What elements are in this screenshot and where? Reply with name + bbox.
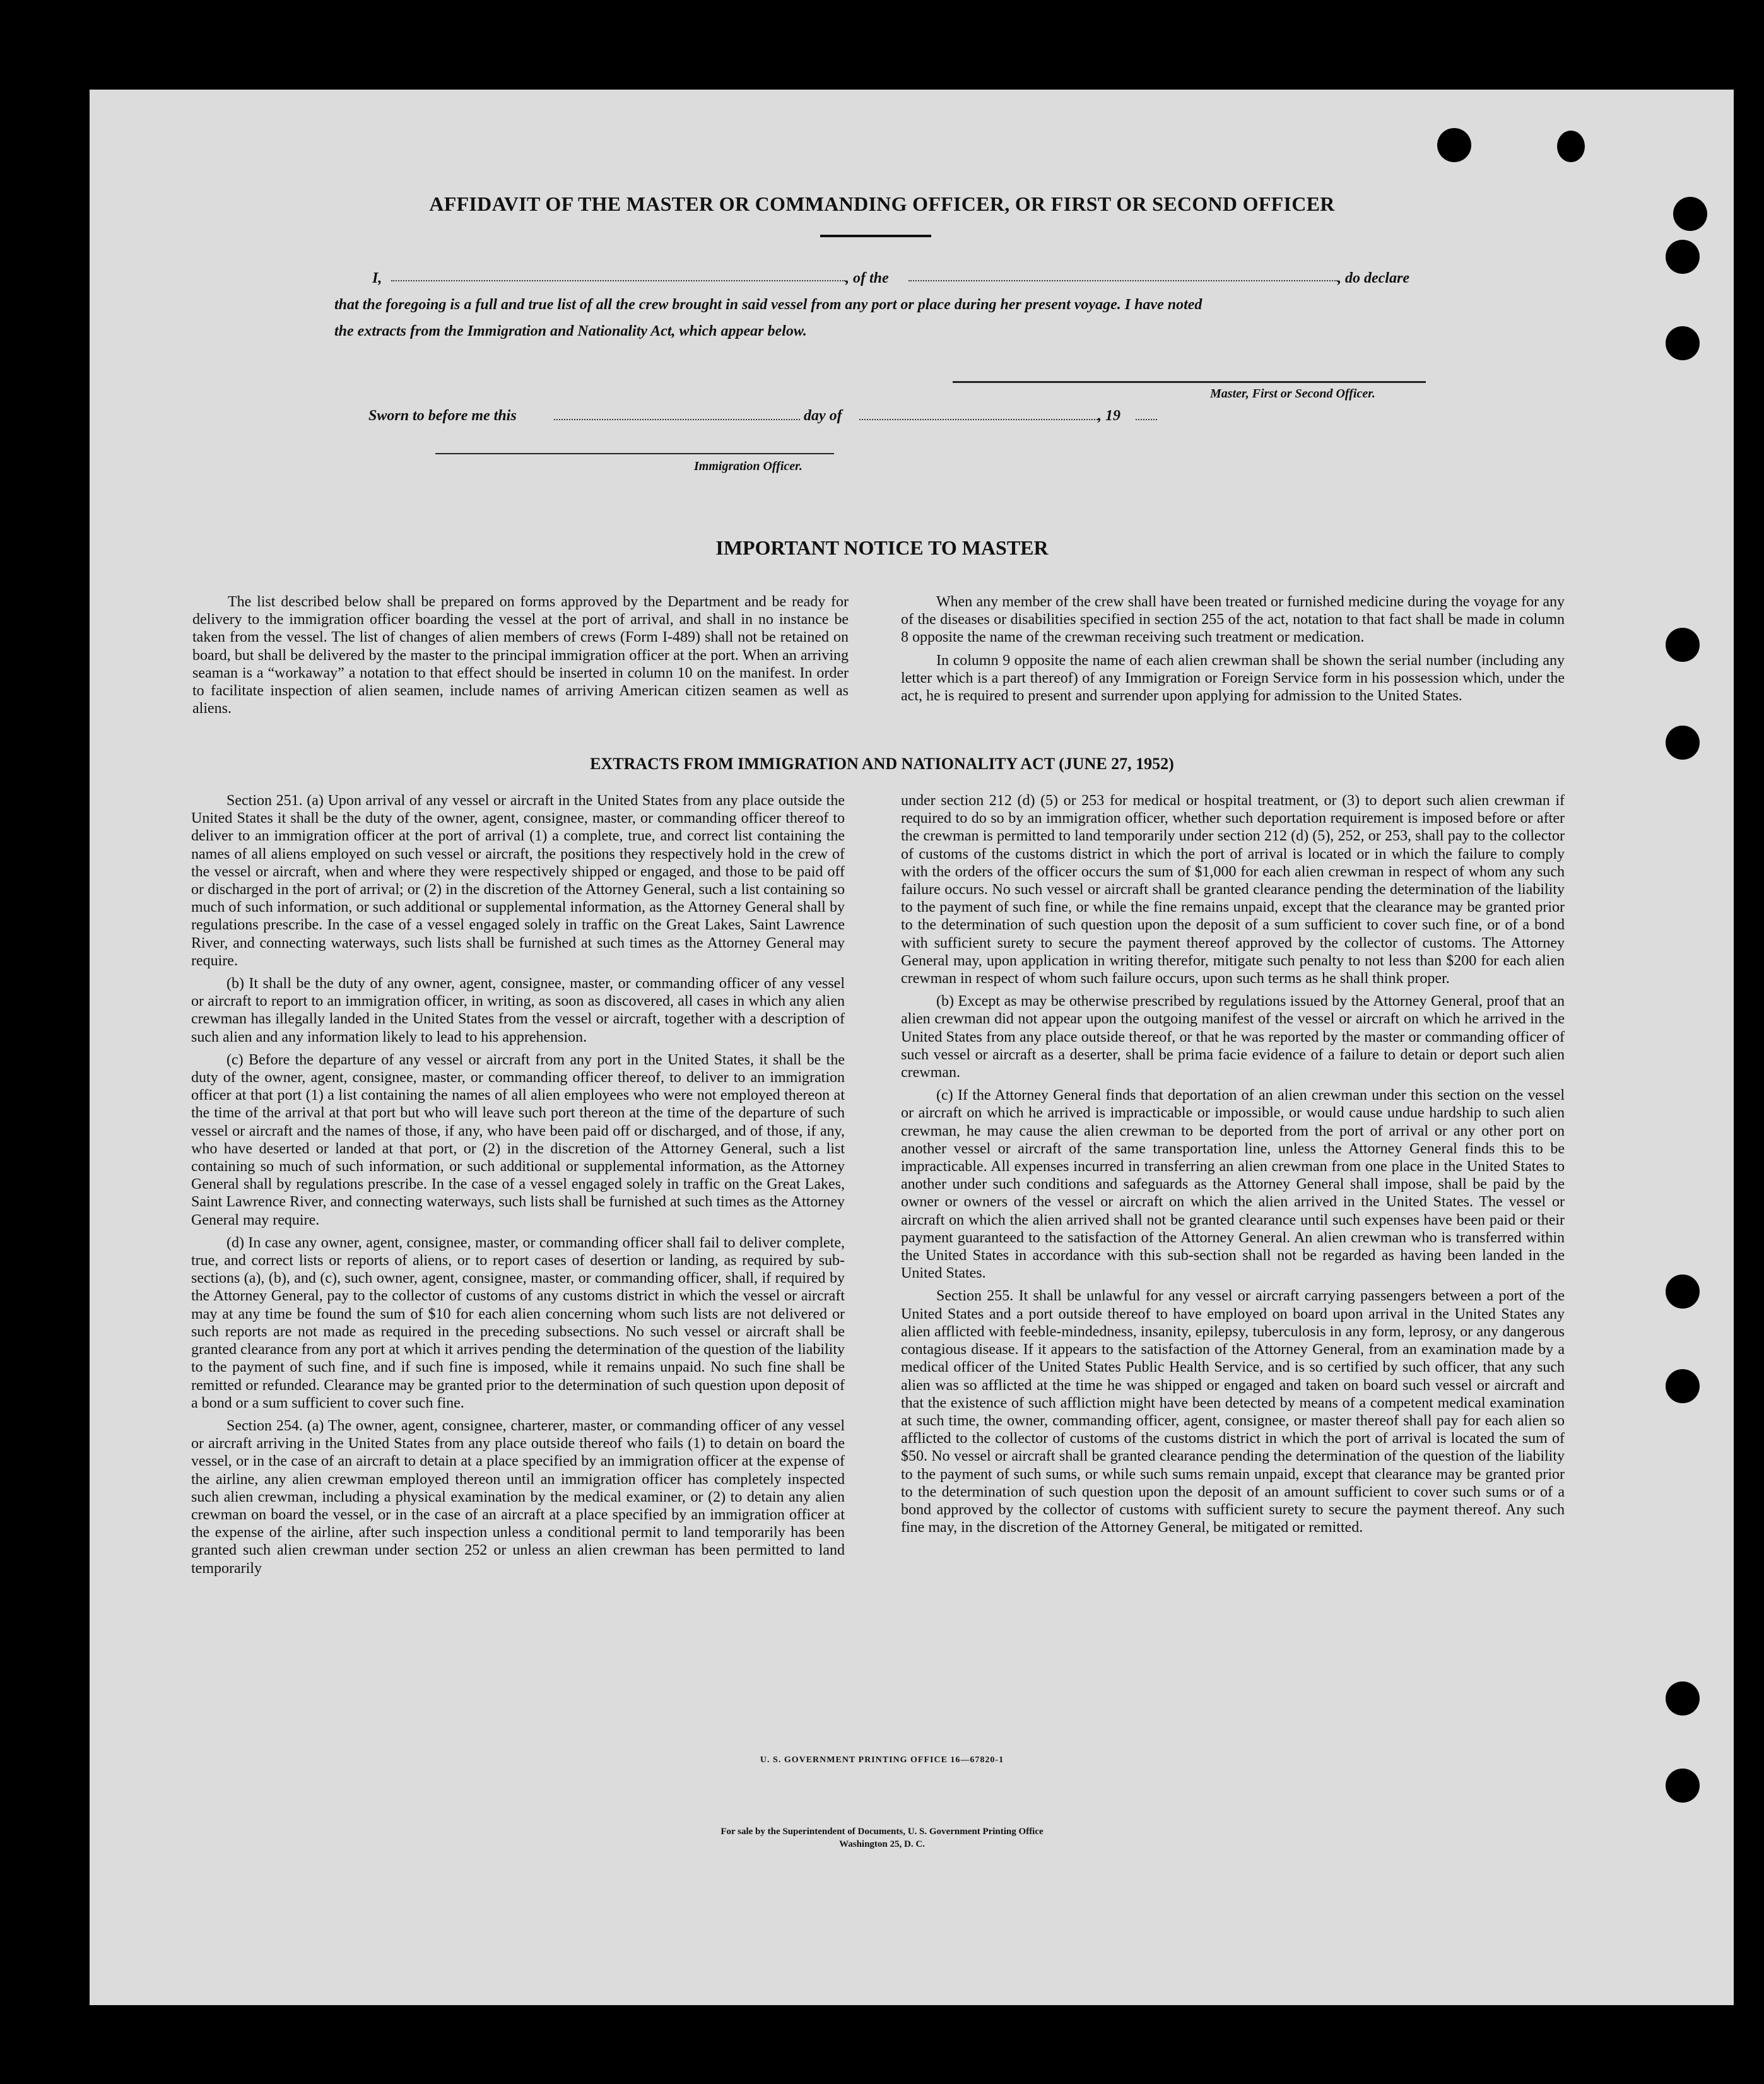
extracts-left-column bbox=[191, 792, 845, 1582]
sworn-label: Sworn to before me this bbox=[368, 408, 517, 424]
master-signature-label: Master, First or Second Officer. bbox=[1210, 387, 1375, 401]
section-254-a: Section 254. (a) The owner, agent, consignee, charterer, master, or commanding officer of any vessel or aircraft arriving in the United States from any place outside thereof who fails (1) to detain on board the vessel, or in the case of an aircraft to detain at a place specified by an immigration officer at the expense of the airline, any alien crewman employed thereon until an immigration officer has completely inspected such alien crewman, including a physical examination by the medical examiner, or (2) to detain any alien crewman on board the vessel, or in the case of an aircraft at a place specified by an immigration officer at the expense of the airline, after such inspection unless a conditional permit to land temporarily has been granted such alien crewman under section 252 or unless an alien crewman has been permitted to land temporarily bbox=[191, 1417, 845, 1577]
affidavit-of-the: , of the bbox=[845, 270, 889, 286]
punch-hole bbox=[1666, 240, 1700, 274]
sale-notice-line-1: For sale by the Superintendent of Documents, U. S. Government Printing Office bbox=[720, 1827, 1044, 1837]
affidavit-line-2: that the foregoing is a full and true list of all the crew brought in said vessel from any port or place during her present voyage. I have noted bbox=[334, 297, 1202, 313]
punch-hole bbox=[1666, 1275, 1700, 1309]
section-251-b: (b) It shall be the duty of any owner, agent, consignee, master, or commanding officer of any vessel or aircraft to report to an immigration officer, in writing, as soon as discovered, all cases in which any alien crewman has illegally landed in the United States from the vessel or aircraft, together with a description of such alien and any information likely to lead to his apprehension. bbox=[191, 975, 845, 1045]
affidavit-i-label: I, bbox=[372, 270, 382, 286]
extracts-title: EXTRACTS FROM IMMIGRATION AND NATIONALITY ACT (JUNE 27, 1952) bbox=[590, 755, 1174, 773]
section-251-a: Section 251. (a) Upon arrival of any vessel or aircraft in the United States from any place outside the United States it shall be the duty of the owner, agent, consignee, master, or commanding officer thereof to deliver to an immigration officer at the port of arrival (1) a complete, true, and correct list containing the names of all aliens employed on such vessel or aircraft, the positions they respectively hold in the crew of the vessel or aircraft, when and where they were respectively shipped or engaged, and those to be paid off or discharged in the port of arrival; or (2) in the discretion of the Attorney General, such a list containing so much of such information, or such additional or supplemental information, as the Attorney General shall by regulations prescribe. In the case of a vessel engaged solely in traffic on the Great Lakes, Saint Lawrence River, and connecting waterways, such lists shall be furnished at such times as the Attorney General may require. bbox=[191, 792, 845, 969]
section-255: Section 255. It shall be unlawful for any vessel or aircraft carrying passengers between a port of the United States and a port outside thereof to have employed on board upon arrival in the United States any alien afflicted with feeble-mindedness, insanity, epilepsy, tuberculosis in any form, leprosy, or any dangerous contagious disease. If it appears to the satisfaction of the Attorney General, from an examination made by a medical officer of the United States Public Health Service, and is so certified by such officer, that any such alien was so afflicted at the time he was shipped or engaged and taken on board such vessel or aircraft and that the existence of such affliction might have been detected by means of a competent medical examination at such time, the owner, commanding officer, agent, consignee, or master thereof shall pay for each alien so afflicted to the collector of customs of the customs district in which the port of arrival is located the sum of $50. No vessel or aircraft shall be granted clearance pending the determination of the question of the liability to the payment of such sums, or while such sums remain unpaid, except that clearance may be granted prior to the determination of such question upon the deposit of an amount sufficient to cover such sums or of a bond approved by the collector of customs with sufficient surety to secure the payment thereof. Any such fine may, in the discretion of the Attorney General, be mitigated or remitted. bbox=[901, 1288, 1565, 1536]
sale-notice bbox=[0, 1825, 1764, 1851]
notice-title: IMPORTANT NOTICE TO MASTER bbox=[715, 536, 1049, 559]
punch-hole bbox=[1666, 1681, 1700, 1716]
punch-hole bbox=[1437, 128, 1471, 162]
punch-hole bbox=[1666, 628, 1700, 662]
section-251-d: (d) In case any owner, agent, consignee, master, or commanding officer shall fail to deliver complete, true, and correct lists or reports of aliens, or to report cases of desertion or landing, as required by sub-sections (a), (b), and (c), such owner, agent, consignee, master, or commanding officer, shall, if required by the Attorney General, pay to the collector of customs of any customs district in which the vessel or aircraft may at any time be found the sum of $10 for each alien concerning whom such lists are not delivered or such reports are not made as required in the preceding subsections. No such vessel or aircraft shall be granted clearance from any port at which it arrives pending the determination of the question of the liability to the payment of such fine, and if such fine is imposed, while it remains unpaid. No such fine shall be remitted or refunded. Clearance may be granted prior to the determination of such question upon deposit of a bond or a sum sufficient to cover such fine. bbox=[191, 1234, 845, 1411]
notice-left-paragraph: The list described below shall be prepared on forms approved by the Department and be ready for delivery to the immigration officer boarding the vessel at the port of arrival, and shall in no instance be taken from the vessel. The list of changes of alien members of crews (Form I-489) shall not be retained on board, but shall be delivered by the master to the principal immigration officer at the port. When an arriving seaman is a “workaway” a notation to that effect should be inserted in column 10 on the manifest. In order to facilitate inspection of alien seamen, include names of arriving American citizen seamen as well as aliens. bbox=[192, 594, 849, 717]
section-254-a-continued: under section 212 (d) (5) or 253 for medical or hospital treatment, or (3) to deport such alien crewman if required to do so by an immigration officer, whether such deportation requirement is imposed before or after the crewman is permitted to land temporarily under section 212 (d) (5), 252, or 253, shall pay to the collector of customs of the customs district in which the port of arrival is located or in which the failure to comply with the orders of the officer occurs the sum of $1,000 for each alien crewman in respect of whom any such failure occurs. No such vessel or aircraft shall be granted clearance pending the determination of the liability to the payment of such fine, or while the fine remains unpaid, except that the clearance may be granted prior to the determination of such question upon the deposit of a sum sufficient to cover such fine, or of a bond with sufficient surety to secure the payment thereof approved by the collector of customs. The Attorney General may, upon application in writing therefor, mitigate such penalty to not less than $200 for each alien crewman in respect of whom such failure occurs, upon such terms as he shall think proper. bbox=[901, 792, 1565, 987]
master-signature-line[interactable] bbox=[953, 381, 1426, 383]
punch-hole bbox=[1666, 326, 1700, 360]
punch-hole bbox=[1666, 1769, 1700, 1803]
title-rule bbox=[820, 235, 931, 237]
notice-right-paragraph-1: When any member of the crew shall have been treated or furnished medicine during the voyage for any of the diseases or disabilities specified in section 255 of the act, notation to that fact shall be made in column 8 opposite the name of the crewman receiving such treatment or medication. bbox=[901, 594, 1565, 646]
printer-mark: U. S. GOVERNMENT PRINTING OFFICE 16—67820-1 bbox=[760, 1755, 1004, 1765]
affidavit-do-declare: , do declare bbox=[1338, 270, 1409, 286]
vessel-blank[interactable] bbox=[908, 280, 1338, 281]
day-of-label: day of bbox=[804, 408, 842, 424]
extracts-right-column bbox=[901, 792, 1565, 1541]
notice-right-column bbox=[901, 593, 1565, 710]
affidavit-title: AFFIDAVIT OF THE MASTER OR COMMANDING OFFICER, OR FIRST OR SECOND OFFICER bbox=[429, 192, 1335, 215]
month-blank[interactable] bbox=[859, 419, 1098, 420]
officer-label: Immigration Officer. bbox=[694, 459, 803, 473]
affidavit-line-3: the extracts from the Immigration and Nationality Act, which appear below. bbox=[334, 323, 807, 339]
punch-hole bbox=[1557, 131, 1585, 162]
sworn-day-blank[interactable] bbox=[554, 419, 800, 420]
year-blank[interactable] bbox=[1136, 419, 1157, 420]
section-254-c: (c) If the Attorney General finds that deportation of an alien crewman under this section on the vessel or aircraft on which he arrived is impracticable or impossible, or would cause undue hardship to such alien crewman, he may cause the alien crewman to be deported from the port of arrival or any other port on another vessel or aircraft of the same transportation line, unless the Attorney General finds this to be impracticable. All expenses incurred in transferring an alien crewman from one place in the United States to another under such conditions and safeguards as the Attorney General shall impose, shall be paid by the owner or owners of the vessel or aircraft on which the alien arrived in the United States. The vessel or aircraft on which the alien arrived shall not be granted clearance until such expenses have been paid or their payment guaranteed to the satisfaction of the Attorney General. An alien crewman who is transferred within the United States in accordance with this sub-section shall not be regarded as having been landed in the United States. bbox=[901, 1087, 1565, 1282]
punch-hole bbox=[1666, 1369, 1700, 1403]
section-251-c: (c) Before the departure of any vessel or aircraft from any port in the United States, it shall be the duty of the owner, agent, consignee, master, or commanding officer thereof, to deliver to an immigration officer at that port (1) a list containing the names of all alien employees who were not employed thereon at the time of the arrival at that port but who will leave such port thereon at the time of the departure of such vessel or aircraft and the names of those, if any, who have been paid off or discharged, and of those, if any, who have deserted or landed at that port, or (2) in the discretion of the Attorney General, such a list containing so much of such information, or such additional or supplemental information, as the Attorney General shall by regulations prescribe. In the case of a vessel engaged solely in traffic on the Great Lakes, Saint Lawrence River, and connecting waterways, such lists shall be furnished at such times as the Attorney General may require. bbox=[191, 1051, 845, 1228]
section-254-b: (b) Except as may be otherwise prescribed by regulations issued by the Attorney General, proof that an alien crewman did not appear upon the outgoing manifest of the vessel or aircraft on which he arrived in the United States from any place outside thereof, or that he was reported by the master or commanding officer of such vessel or aircraft as a deserter, shall be prima facie evidence of a failure to detain or deport such alien crewman. bbox=[901, 993, 1565, 1081]
officer-signature-line[interactable] bbox=[435, 453, 834, 454]
year-label: , 19 bbox=[1098, 408, 1120, 424]
name-blank[interactable] bbox=[391, 280, 845, 281]
notice-right-paragraph-2: In column 9 opposite the name of each alien crewman shall be shown the serial number (including any letter which is a part thereof) of any Immigration or Foreign Service form in his possession which, under the act, he is required to present and surrender upon applying for admission to the United States. bbox=[901, 652, 1565, 705]
sale-notice-line-2: Washington 25, D. C. bbox=[839, 1839, 925, 1849]
